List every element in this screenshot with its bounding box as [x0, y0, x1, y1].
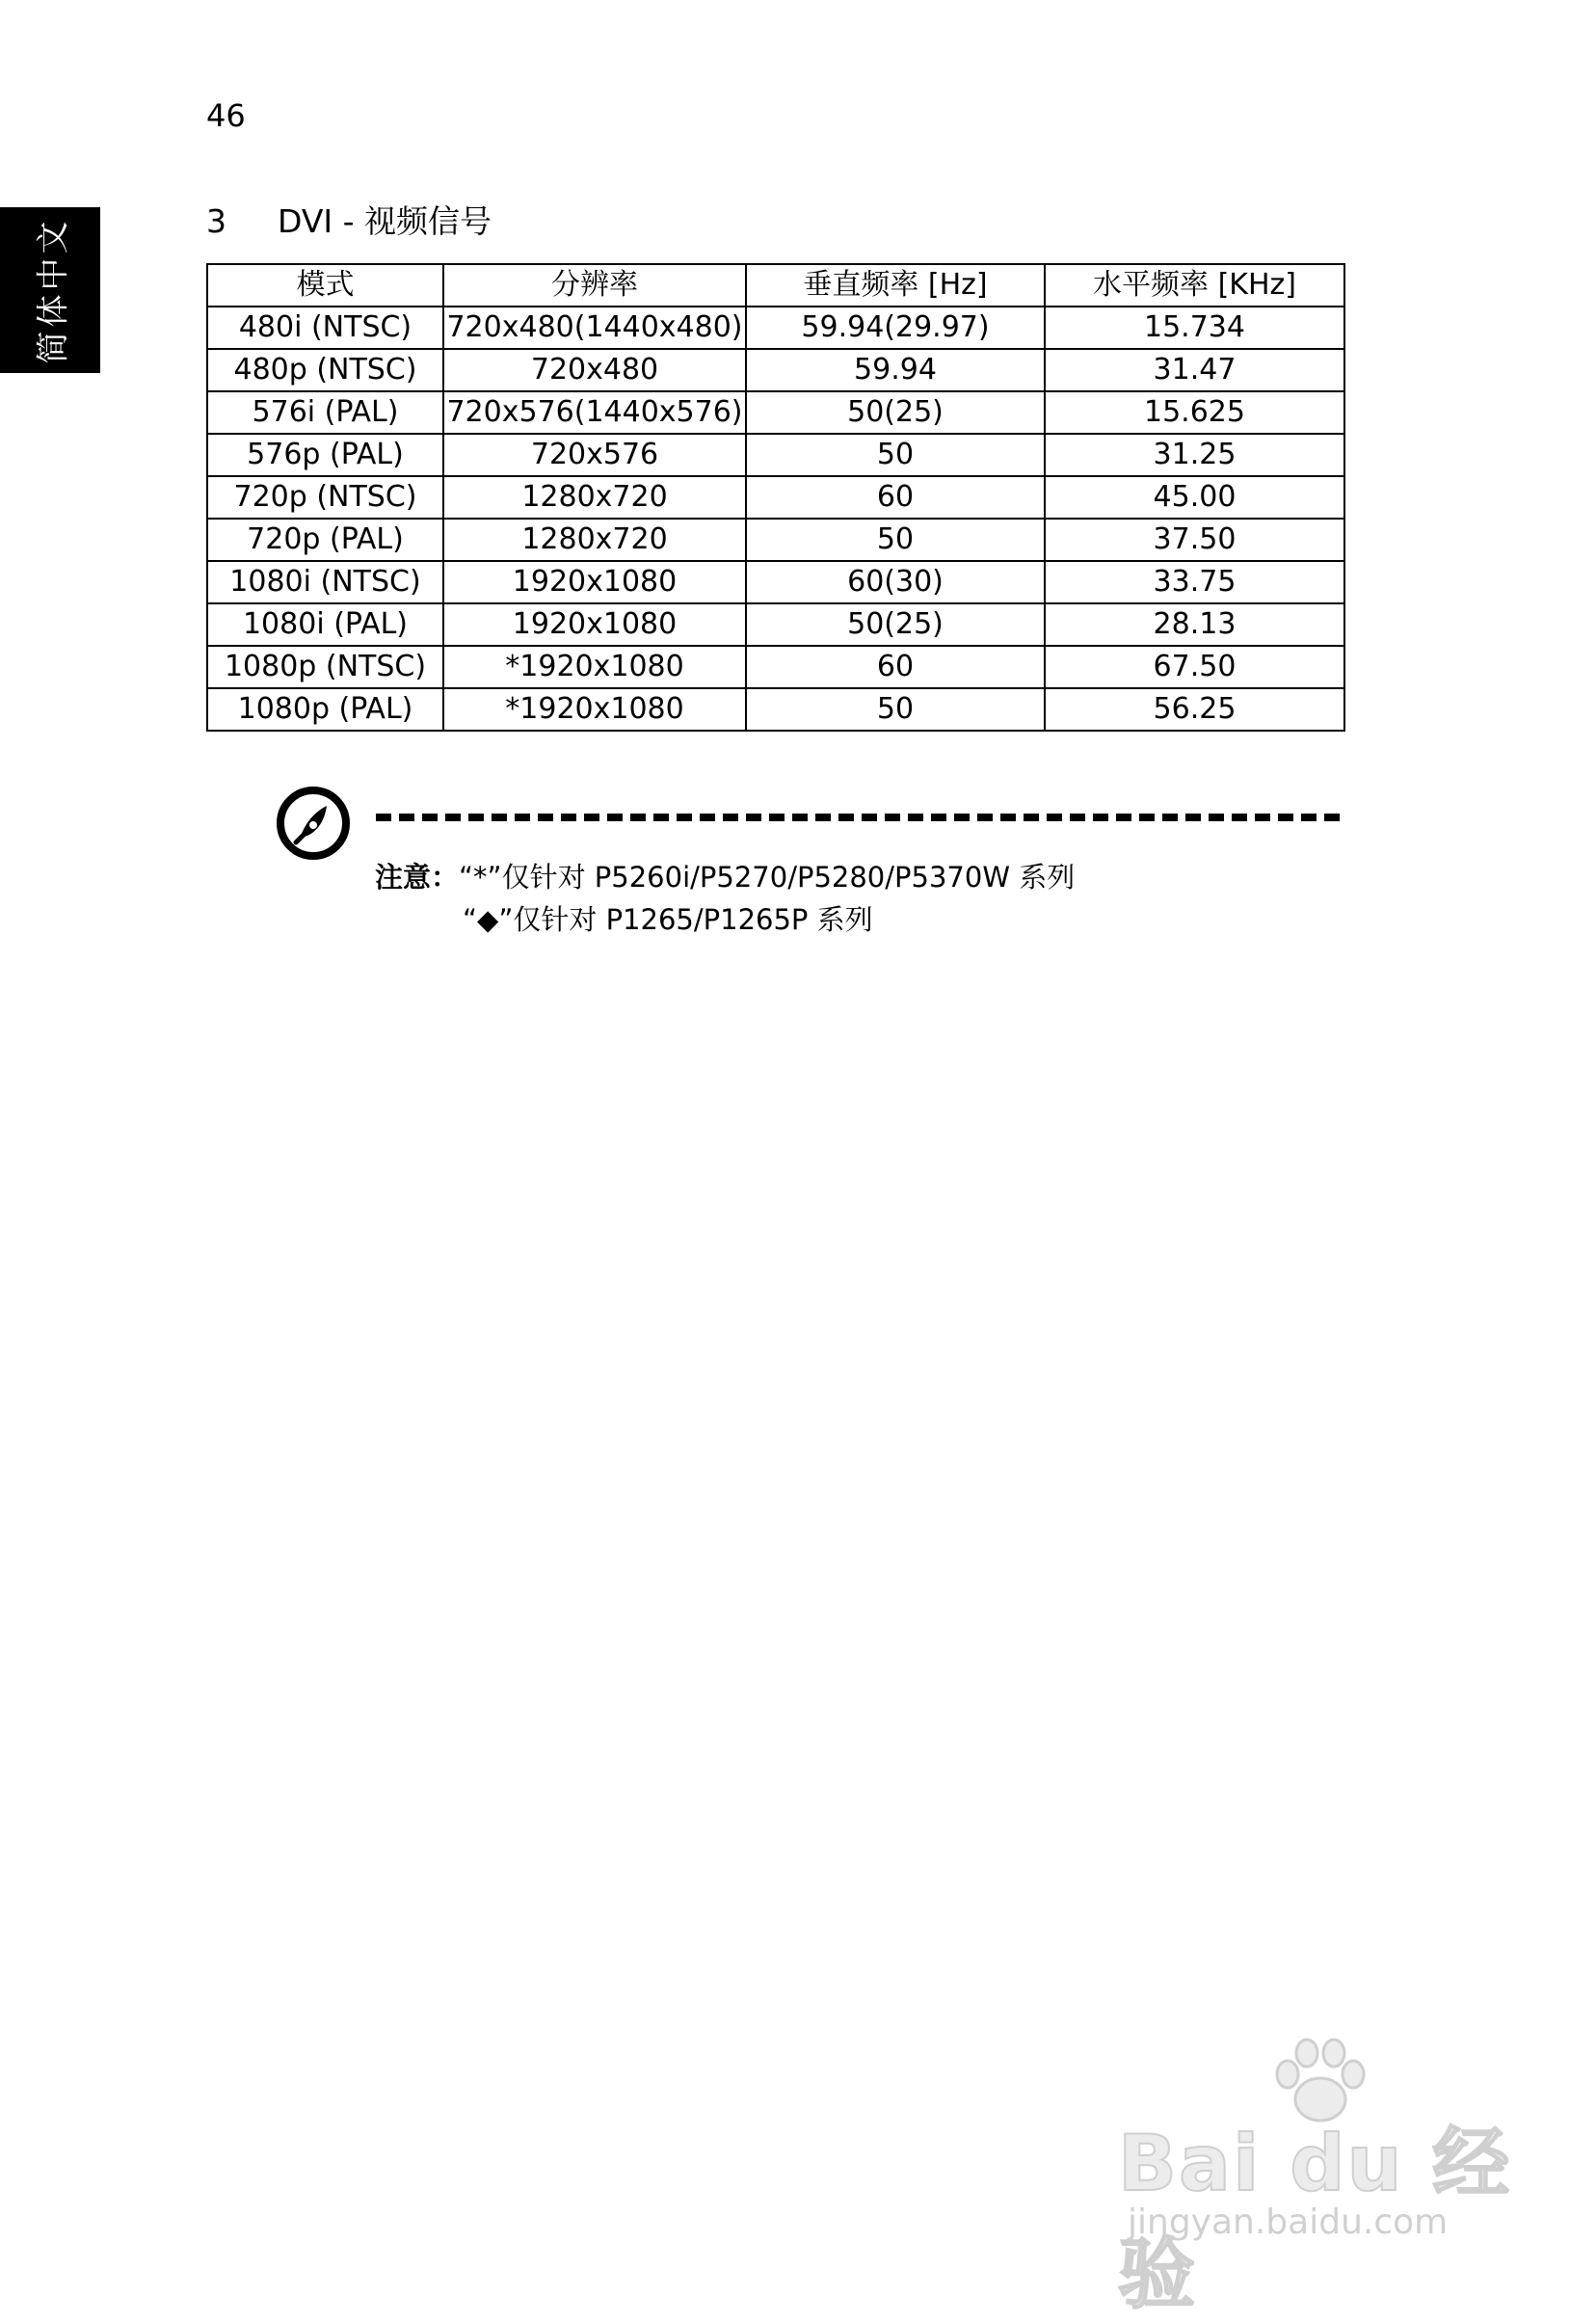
cell-horizontal-frequency: 67.50 [1045, 646, 1344, 688]
cell-mode: 480p (NTSC) [207, 349, 443, 391]
cell-mode: 1080i (PAL) [207, 603, 443, 646]
cell-horizontal-frequency: 31.47 [1045, 349, 1344, 391]
cell-resolution: 1920x1080 [443, 603, 746, 646]
note-pen-icon [275, 785, 352, 862]
table-row [207, 646, 1344, 688]
header-resolution: 分辨率 [443, 264, 746, 307]
cell-mode: 1080p (NTSC) [207, 646, 443, 688]
table-row [207, 391, 1344, 434]
cell-vertical-frequency: 60 [746, 476, 1045, 519]
cell-vertical-frequency: 50 [746, 688, 1045, 731]
cell-vertical-frequency: 59.94 [746, 349, 1045, 391]
cell-resolution: 1920x1080 [443, 561, 746, 603]
table-row [207, 307, 1344, 349]
language-side-tab [0, 207, 100, 373]
cell-vertical-frequency: 60(30) [746, 561, 1045, 603]
cell-vertical-frequency: 50(25) [746, 391, 1045, 434]
section-heading [206, 200, 492, 243]
cell-vertical-frequency: 50(25) [746, 603, 1045, 646]
cell-resolution: *1920x1080 [443, 688, 746, 731]
note-line-1 [375, 856, 1075, 898]
note-label: 注意： [375, 861, 460, 894]
cell-mode: 720p (PAL) [207, 519, 443, 561]
page-number: 46 [206, 97, 246, 134]
cell-mode: 480i (NTSC) [207, 307, 443, 349]
table-header [207, 264, 1344, 307]
header-vertical-frequency: 垂直频率 [Hz] [746, 264, 1045, 307]
note-box [275, 779, 1344, 952]
section-number: 3 [206, 202, 226, 240]
cell-horizontal-frequency: 15.734 [1045, 307, 1344, 349]
note-text [375, 856, 1075, 941]
watermark-url: jingyan.baidu.com [1128, 2203, 1449, 2242]
side-tab-label: 简体中文 [34, 217, 73, 363]
cell-vertical-frequency: 59.94(29.97) [746, 307, 1045, 349]
header-mode: 模式 [207, 264, 443, 307]
cell-resolution: 720x480(1440x480) [443, 307, 746, 349]
baidu-jingyan-watermark [1118, 2034, 1523, 2319]
cell-vertical-frequency: 50 [746, 434, 1045, 476]
cell-horizontal-frequency: 15.625 [1045, 391, 1344, 434]
cell-resolution: 720x576 [443, 434, 746, 476]
table-header-row [207, 264, 1344, 307]
cell-resolution: 1280x720 [443, 519, 746, 561]
table-row [207, 688, 1344, 731]
cell-horizontal-frequency: 31.25 [1045, 434, 1344, 476]
cell-horizontal-frequency: 28.13 [1045, 603, 1344, 646]
section-title: DVI - 视频信号 [278, 202, 492, 240]
cell-vertical-frequency: 60 [746, 646, 1045, 688]
cell-horizontal-frequency: 45.00 [1045, 476, 1344, 519]
table-body [207, 307, 1344, 731]
table-row [207, 349, 1344, 391]
cell-resolution: 1280x720 [443, 476, 746, 519]
cell-mode: 576p (PAL) [207, 434, 443, 476]
cell-mode: 720p (NTSC) [207, 476, 443, 519]
cell-mode: 1080i (NTSC) [207, 561, 443, 603]
cell-resolution: 720x576(1440x576) [443, 391, 746, 434]
cell-resolution: *1920x1080 [443, 646, 746, 688]
cell-resolution: 720x480 [443, 349, 746, 391]
dvi-signal-table [206, 263, 1345, 732]
cell-horizontal-frequency: 37.50 [1045, 519, 1344, 561]
cell-vertical-frequency: 50 [746, 519, 1045, 561]
table-row [207, 519, 1344, 561]
note-dashed-divider [376, 814, 1340, 821]
table-row [207, 603, 1344, 646]
header-horizontal-frequency: 水平频率 [KHz] [1045, 264, 1344, 307]
cell-mode: 1080p (PAL) [207, 688, 443, 731]
note-line-1-text: “*”仅针对 P5260i/P5270/P5280/P5370W 系列 [459, 861, 1076, 894]
table-row [207, 476, 1344, 519]
watermark-brand: Bai du 经验 [1118, 2119, 1512, 2319]
cell-horizontal-frequency: 33.75 [1045, 561, 1344, 603]
cell-horizontal-frequency: 56.25 [1045, 688, 1344, 731]
note-line-2: “◆”仅针对 P1265/P1265P 系列 [463, 903, 873, 936]
cell-mode: 576i (PAL) [207, 391, 443, 434]
table-row [207, 434, 1344, 476]
table-row [207, 561, 1344, 603]
